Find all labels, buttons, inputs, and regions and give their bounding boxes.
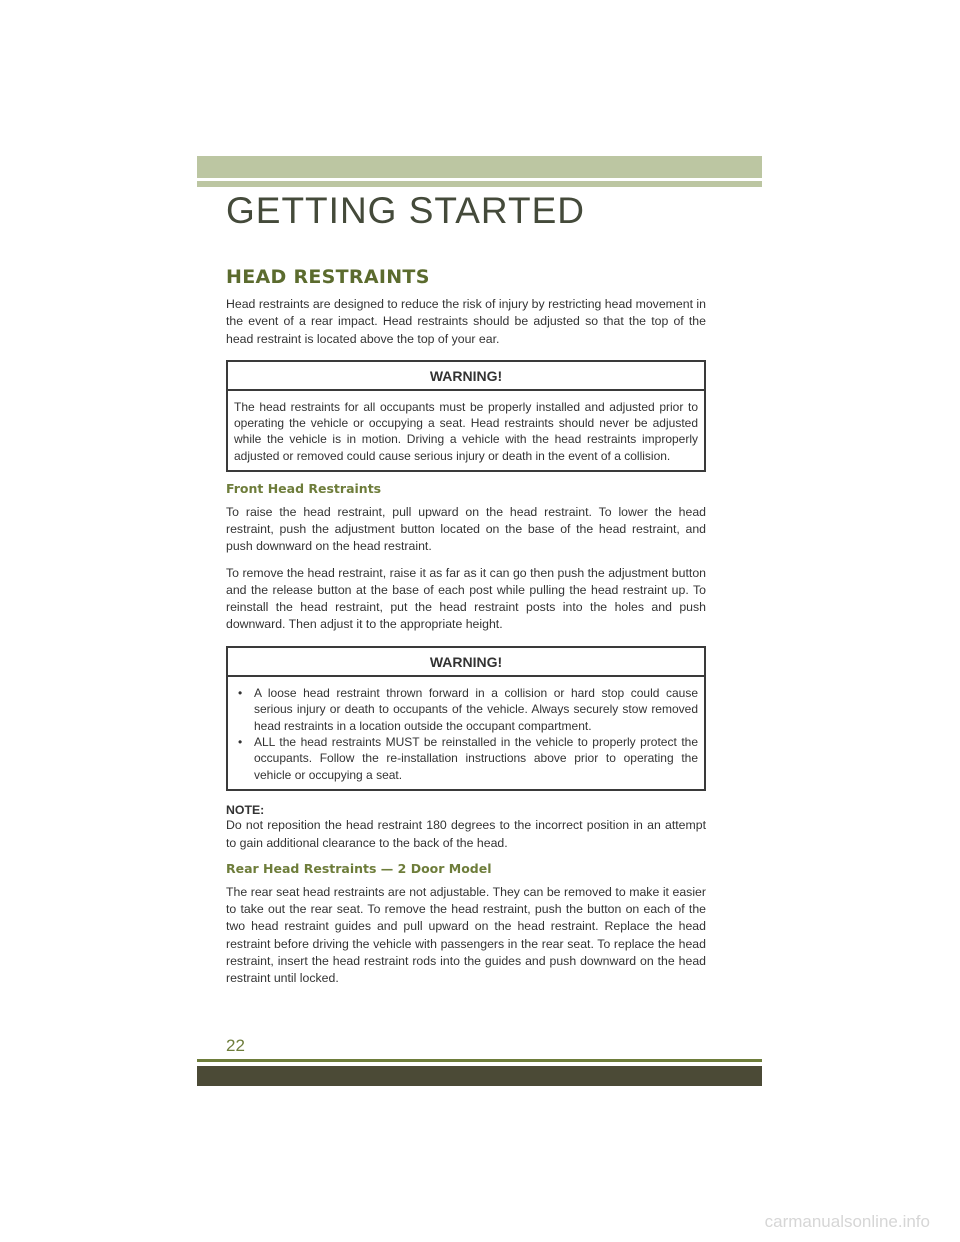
intro-paragraph: Head restraints are designed to reduce the risk of injury by restricting head movement in the event of a rear impact. Head restraints should be adjusted so that the top of the head restraint is located above the top of your ear. <box>226 297 706 346</box>
front-head-restraints-heading: Front Head Restraints <box>226 480 382 496</box>
warning-list-item: • ALL the head restraints MUST be reinstalled in the vehicle to properly protect the occupants. Follow the re-installation instructions above prior to operating the vehicle or occupying a seat. <box>238 735 698 782</box>
note-label: NOTE: <box>226 803 265 818</box>
warning-title: WARNING! <box>228 648 704 677</box>
warning-text: The head restraints for all occupants must be properly installed and adjusted prior to operating the vehicle or occupying a seat. Head restraints should never be adjusted while the vehicle is in motion. Driving a vehicle with the head restraints improperly adjusted or removed could cause serious injury or death in the event of a collision. <box>234 399 698 463</box>
note-text: Do not reposition the head restraint 180 degrees to the incorrect position in an attempt to gain additional clearance to the back of the head. <box>226 818 706 850</box>
footer-rule <box>197 1059 762 1062</box>
front-paragraph-2: To remove the head restraint, raise it as far as it can go then push the adjustment button and the release button at the base of each post while pulling the head restraint up. To reinstall the head restraint, put the head restraint posts into the holes and push downward. Then adjust it to the appropriate height. <box>226 565 706 632</box>
page-content <box>226 266 706 997</box>
header-rule <box>197 181 762 187</box>
warning-box-2 <box>226 646 706 791</box>
footer-band <box>197 1066 762 1086</box>
warning-title: WARNING! <box>228 362 704 391</box>
page-number: 22 <box>226 1036 245 1055</box>
front-paragraph-1: To raise the head restraint, pull upward on the head restraint. To lower the head restraint, push the adjustment button located on the base of the head restraint, and push downward on the head restraint. <box>226 504 706 554</box>
header-band <box>197 156 762 178</box>
rear-head-restraints-heading: Rear Head Restraints — 2 Door Model <box>226 860 492 876</box>
warning-list <box>234 685 698 783</box>
page-title: HEAD RESTRAINTS <box>226 266 430 288</box>
section-title: GETTING STARTED <box>226 190 585 231</box>
rear-paragraph-1: The rear seat head restraints are not adjustable. They can be removed to make it easier to take out the rear seat. To remove the head restraint, push the button on each of the two head restraint guides and pull upward on the head restraint. Replace the head restraint before driving the vehicle with passengers in the rear seat. To replace the head restraint, insert the head restraint rods into the guides and push downward on the head restraint until locked. <box>226 884 706 986</box>
warning-list-item: • A loose head restraint thrown forward in a collision or hard stop could cause serious injury or death to occupants of the vehicle. Always securely stow removed head restraints in a location outside the occupant compartment. <box>238 685 698 733</box>
bullet-icon: • <box>238 735 243 749</box>
warning-box-1 <box>226 360 706 472</box>
bullet-icon: • <box>238 685 243 700</box>
watermark: carmanualsonline.info <box>764 1212 930 1231</box>
